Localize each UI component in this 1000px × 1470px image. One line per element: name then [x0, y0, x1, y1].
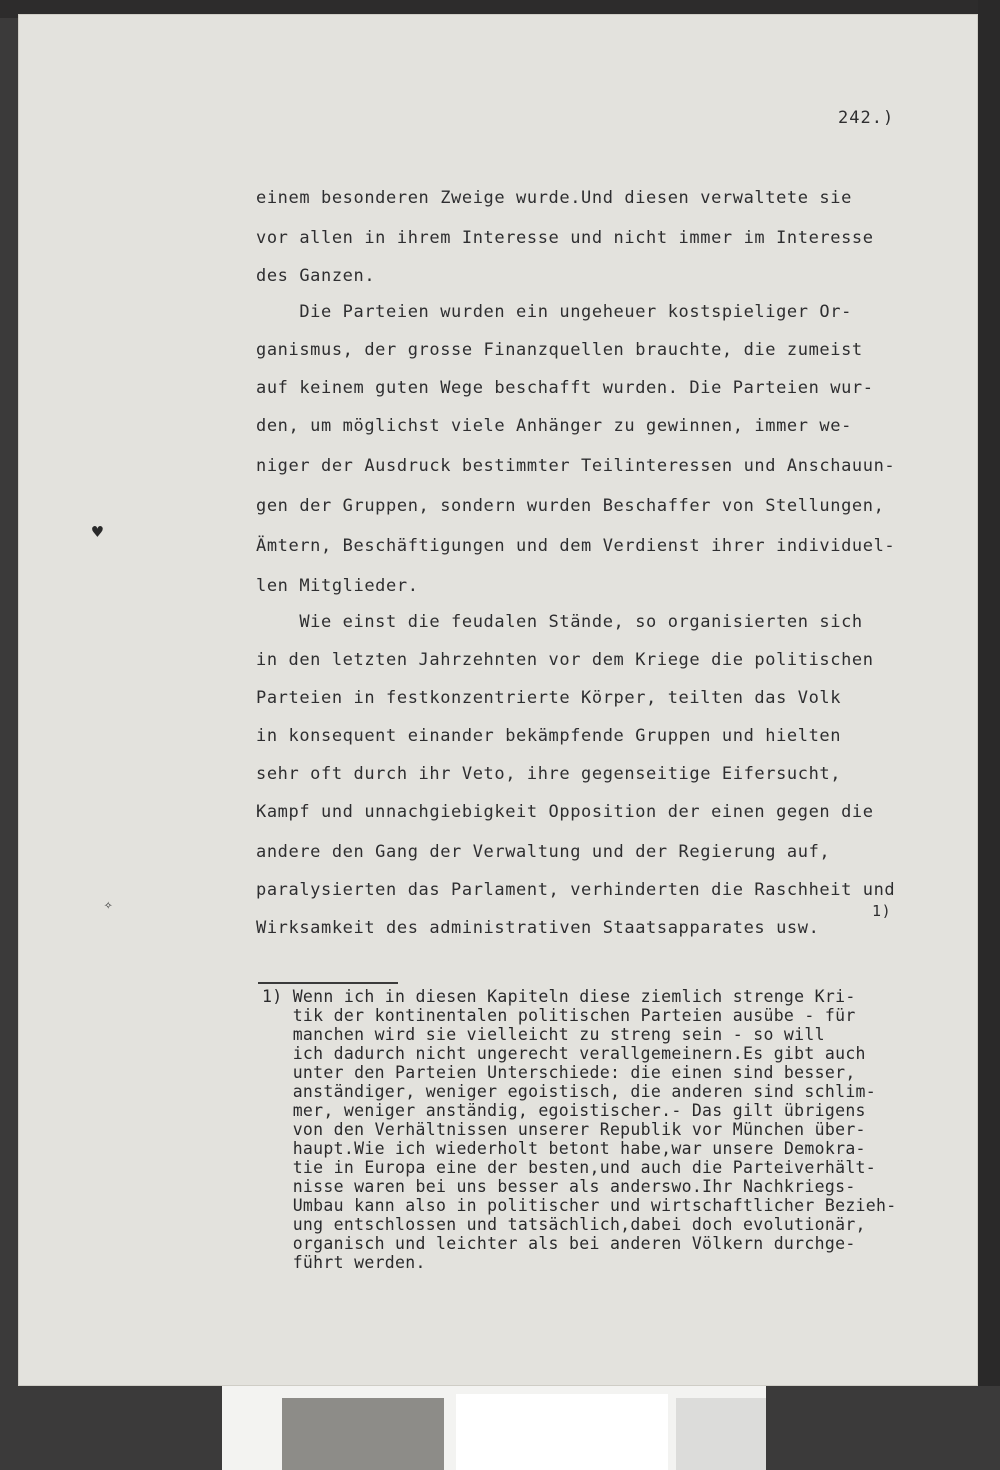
footnote-line: tie in Europa eine der besten,und auch die Parteiverhält- — [262, 1158, 877, 1177]
body-line: einem besonderen Zweige wurde.Und diesen verwaltete sie — [256, 188, 852, 208]
footnote-line: unter den Parteien Unterschiede: die einen sind besser, — [262, 1063, 856, 1082]
footnote-line: 1) Wenn ich in diesen Kapiteln diese ziemlich strenge Kri- — [262, 987, 856, 1006]
body-line: gen der Gruppen, sondern wurden Beschaffer von Stellungen, — [256, 496, 885, 516]
body-line: andere den Gang der Verwaltung und der Regierung auf, — [256, 842, 831, 862]
body-line: auf keinem guten Wege beschafft wurden. Die Parteien wur- — [256, 378, 874, 398]
scan-background-right — [978, 0, 1000, 1470]
body-line: Ämtern, Beschäftigungen und dem Verdienst ihrer individuel- — [256, 536, 896, 556]
footnote-separator — [258, 982, 398, 984]
body-line: ganismus, der grosse Finanzquellen brauchte, die zumeist — [256, 340, 863, 360]
body-line: paralysierten das Parlament, verhinderten die Raschheit und — [256, 880, 896, 900]
footnote-line: nisse waren bei uns besser als anderswo.Ihr Nachkriegs- — [262, 1177, 856, 1196]
body-line: len Mitglieder. — [256, 576, 419, 596]
body-line: Wie einst die feudalen Stände, so organisierten sich — [256, 612, 863, 632]
gray-color-swatch — [282, 1398, 444, 1470]
footnote-line: tik der kontinentalen politischen Parteien ausübe - für — [262, 1006, 856, 1025]
body-line: Wirksamkeit des administrativen Staatsapparates usw. — [256, 918, 820, 938]
footnote-line: organisch und leichter als bei anderen Völkern durchge- — [262, 1234, 856, 1253]
white-color-swatch — [456, 1394, 668, 1470]
page-number: 242.) — [838, 108, 895, 128]
body-line: niger der Ausdruck bestimmter Teilinteressen und Anschauun- — [256, 456, 896, 476]
body-line: in den letzten Jahrzehnten vor dem Kriege die politischen — [256, 650, 874, 670]
footnote-line: führt werden. — [262, 1253, 426, 1272]
body-line: in konsequent einander bekämpfende Gruppen und hielten — [256, 726, 842, 746]
footnote-line: Umbau kann also in politischer und wirtschaftlicher Bezieh- — [262, 1196, 897, 1215]
footnote-line: ich dadurch nicht ungerecht verallgemeinern.Es gibt auch — [262, 1044, 866, 1063]
body-line: Parteien in festkonzentrierte Körper, teilten das Volk — [256, 688, 842, 708]
body-line: Die Parteien wurden ein ungeheuer kostspieliger Or- — [256, 302, 852, 322]
footnote-line: von den Verhältnissen unserer Republik vor München über- — [262, 1120, 866, 1139]
body-line: sehr oft durch ihr Veto, ihre gegenseitige Eifersucht, — [256, 764, 842, 784]
body-line: vor allen in ihrem Interesse und nicht immer im Interesse — [256, 228, 874, 248]
body-line: Kampf und unnachgiebigkeit Opposition der einen gegen die — [256, 802, 874, 822]
punch-hole-mark-icon: ♥ — [92, 522, 103, 543]
punch-hole-mark-icon: ✧ — [104, 897, 113, 913]
footnote-line: anständiger, weniger egoistisch, die anderen sind schlim- — [262, 1082, 877, 1101]
body-line: den, um möglichst viele Anhänger zu gewinnen, immer we- — [256, 416, 852, 436]
footnote-line: mer, weniger anständig, egoistischer.- Das gilt übrigens — [262, 1101, 866, 1120]
footnote-line: manchen wird sie vielleicht zu streng sein - so will — [262, 1025, 825, 1044]
light-gray-color-swatch — [676, 1398, 766, 1470]
footnote-line: ung entschlossen und tatsächlich,dabei doch evolutionär, — [262, 1215, 866, 1234]
footnote-line: haupt.Wie ich wiederholt betont habe,war unsere Demokra- — [262, 1139, 866, 1158]
body-line: des Ganzen. — [256, 266, 376, 286]
footnote-reference: 1) — [872, 902, 892, 920]
